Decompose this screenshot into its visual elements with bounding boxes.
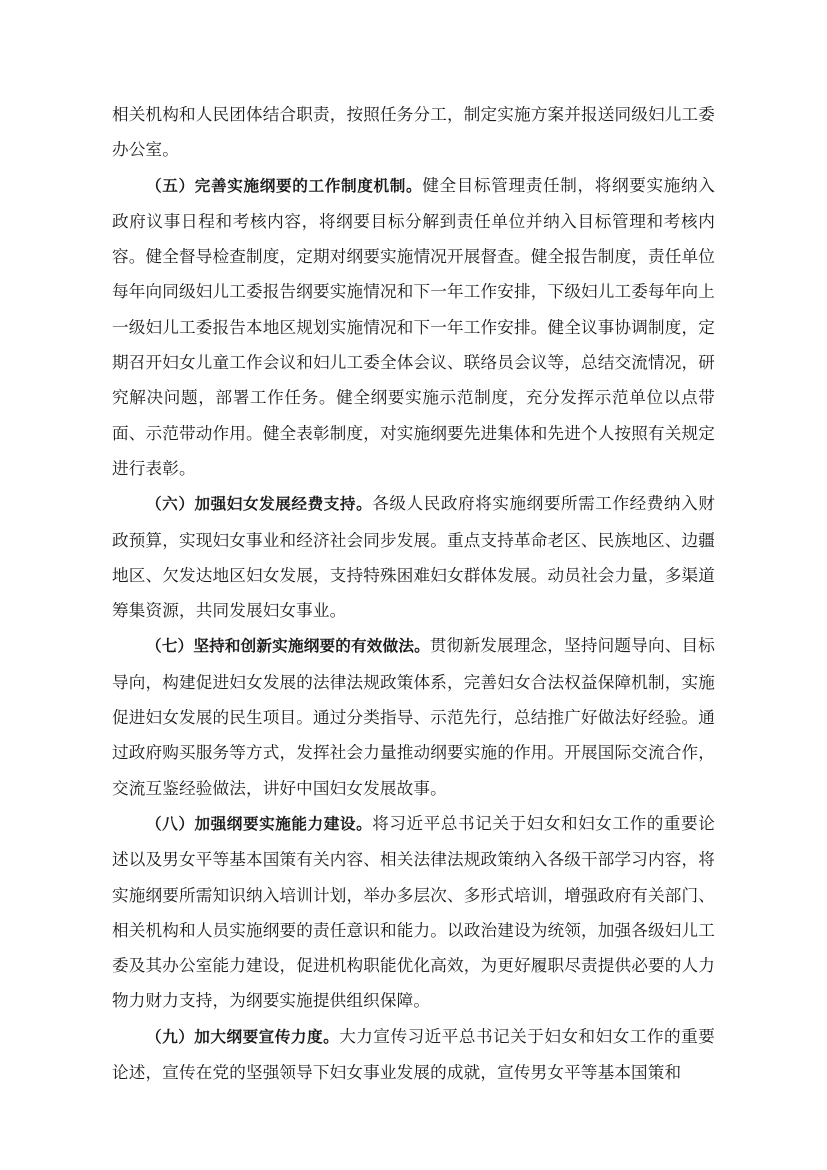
- document-page: [112, 97, 715, 1090]
- paragraph-section-5: [112, 168, 715, 487]
- paragraph-section-9: [112, 1019, 715, 1091]
- paragraph-body: 贯彻新发展理念，坚持问题导向、目标导向，构建促进妇女发展的法律法规政策体系，完善妇女合法权益保障机制，实施促进妇女发展的民生项目。通过分类指导、示范先行，总结推广好做法好经验。通过政府购买服务等方式，发挥社会力量推动纲要实施的作用。开展国际交流合作，交流互鉴经验做法，讲好中国妇女发展故事。: [112, 636, 715, 798]
- paragraph-section-8: [112, 806, 715, 1019]
- paragraph-body: 健全目标管理责任制，将纲要实施纳入政府议事日程和考核内容，将纲要目标分解到责任单位并纳入目标管理和考核内容。健全督导检查制度，定期对纲要实施情况开展督查。健全报告制度，责任单位每年向同级妇儿工委报告纲要实施情况和下一年工作安排，下级妇儿工委每年向上一级妇儿工委报告本地区规划实施情况和下一年工作安排。健全议事协调制度，定期召开妇女儿童工作会议和妇儿工委全体会议、联络员会议等，总结交流情况，研究解决问题，部署工作任务。健全纲要实施示范制度，充分发挥示范单位以点带面、示范带动作用。健全表彰制度，对实施纲要先进集体和先进个人按照有关规定进行表彰。: [112, 175, 715, 478]
- section-heading: （五）完善实施纲要的工作制度机制。: [146, 176, 423, 195]
- paragraph-body: 相关机构和人民团体结合职责，按照任务分工，制定实施方案并报送同级妇儿工委办公室。: [112, 105, 715, 160]
- section-heading: （六）加强妇女发展经费支持。: [146, 495, 373, 514]
- paragraph-continuation: [112, 97, 715, 168]
- section-heading: （八）加强纲要实施能力建设。: [146, 814, 373, 833]
- paragraph-body: 将习近平总书记关于妇女和妇女工作的重要论述以及男女平等基本国策有关内容、相关法律法规政策纳入各级干部学习内容，将实施纲要所需知识纳入培训计划，举办多层次、多形式培训，增强政府有关部门、相关机构和人员实施纲要的责任意识和能力。以政治建设为统领，加强各级妇儿工委及其办公室能力建设，促进机构职能优化高效，为更好履职尽责提供必要的人力物力财力支持，为纲要实施提供组织保障。: [112, 813, 715, 1011]
- paragraph-body: 大力宣传习近平总书记关于妇女和妇女工作的重要论述，宣传在党的坚强领导下妇女事业发展的成就，宣传男女平等基本国策和: [112, 1026, 715, 1083]
- section-heading: （七）坚持和创新实施纲要的有效做法。: [146, 637, 430, 656]
- section-heading: （九）加大纲要宣传力度。: [146, 1027, 340, 1046]
- paragraph-section-6: [112, 486, 715, 628]
- paragraph-body: 各级人民政府将实施纲要所需工作经费纳入财政预算，实现妇女事业和经济社会同步发展。重点支持革命老区、民族地区、边疆地区、欠发达地区妇女发展，支持特殊困难妇女群体发展。动员社会力量，多渠道筹集资源，共同发展妇女事业。: [112, 494, 715, 621]
- paragraph-section-7: [112, 628, 715, 805]
